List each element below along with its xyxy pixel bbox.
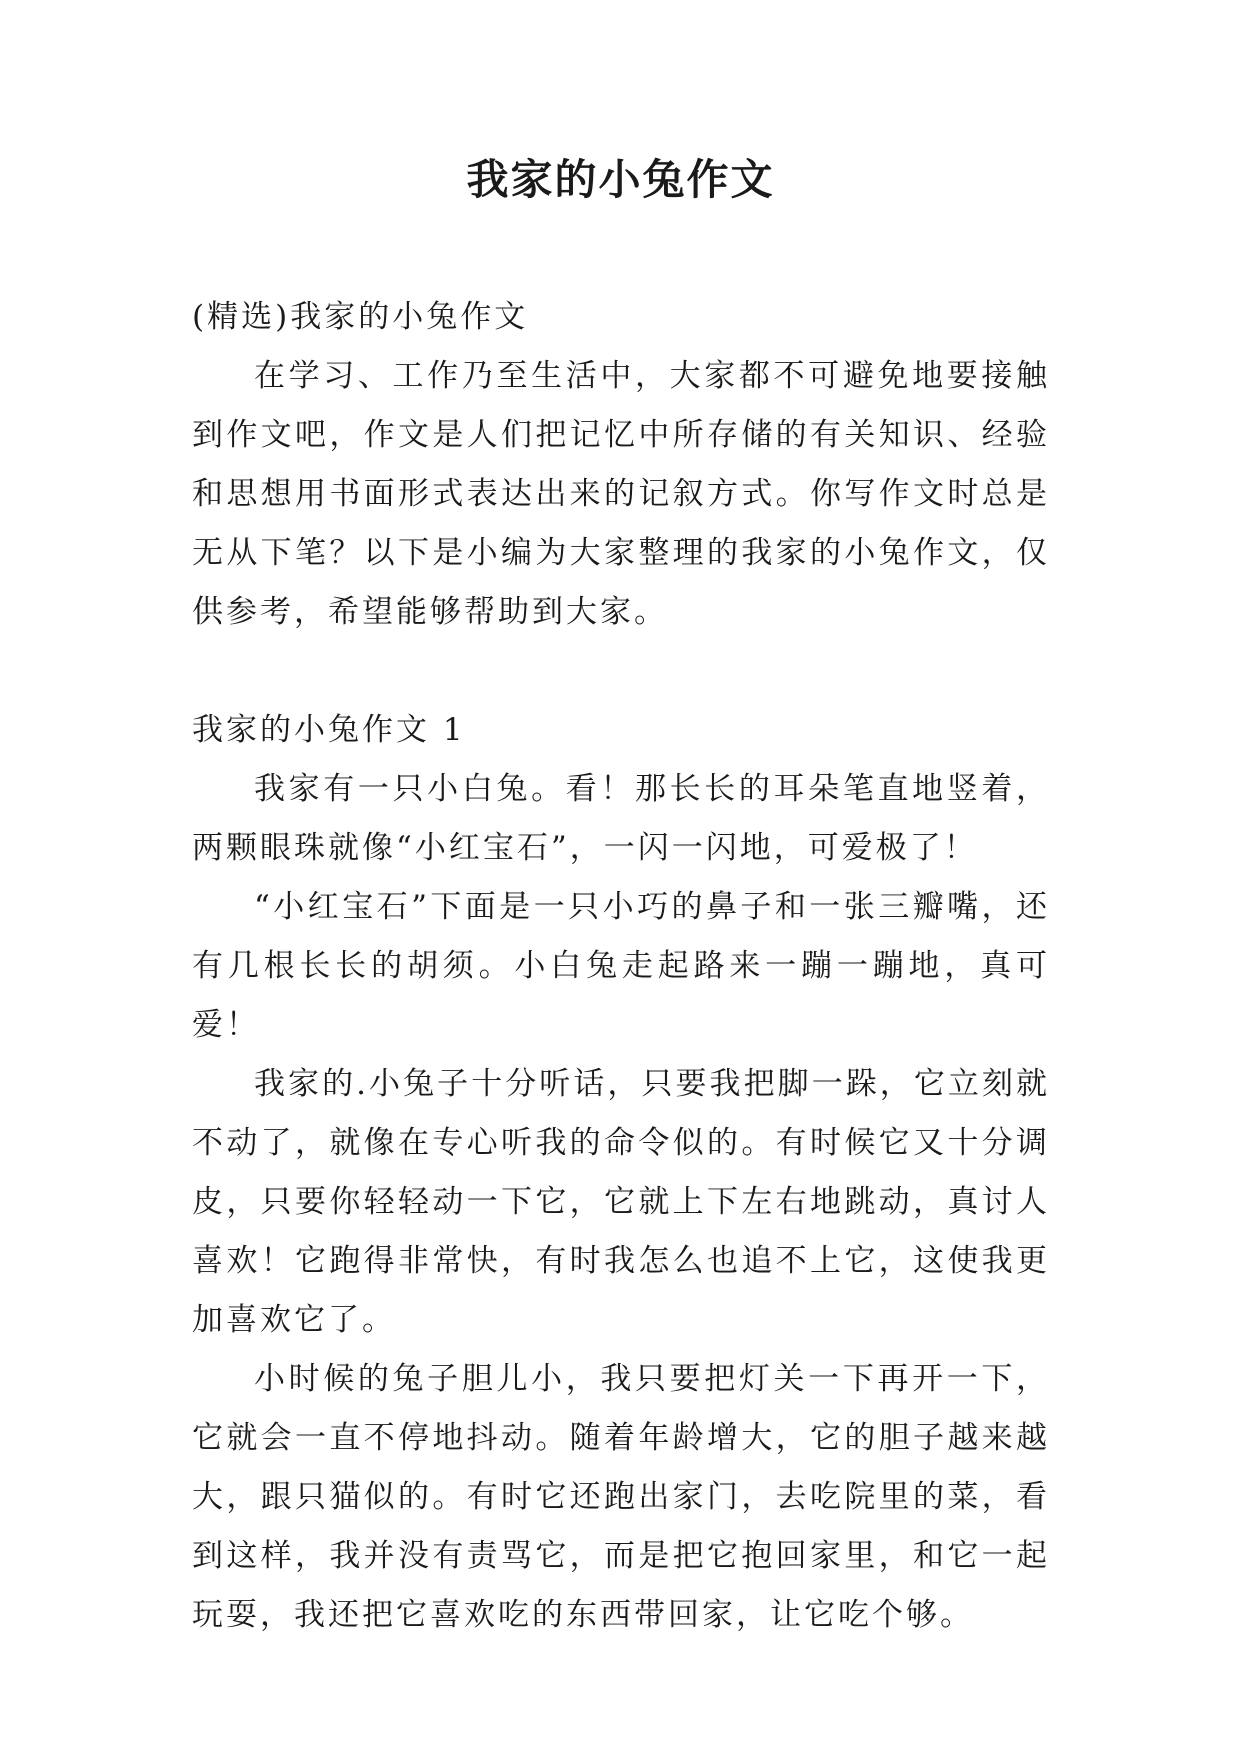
body-paragraph: “小红宝石”下面是一只小巧的鼻子和一张三瓣嘴，还有几根长长的胡须。小白兔走起路来一蹦一蹦地，真可爱！ bbox=[192, 889, 1050, 1043]
document-subtitle: (精选)我家的小兔作文 bbox=[192, 299, 529, 335]
document-title: 我家的小兔作文 bbox=[466, 155, 775, 204]
section-heading: 我家的小兔作文 1 bbox=[192, 712, 466, 748]
body-paragraph: 小时候的兔子胆儿小，我只要把灯关一下再开一下，它就会一直不停地抖动。随着年龄增大，它的胆子越来越大，跟只猫似的。有时它还跑出家门，去吃院里的菜，看到这样，我并没有责骂它，而是把它抱回家里，和它一起玩耍，我还把它喜欢吃的东西带回家，让它吃个够。 bbox=[192, 1361, 1050, 1633]
body-paragraph: 我家有一只小白兔。看！那长长的耳朵笔直地竖着，两颗眼珠就像“小红宝石”，一闪一闪地，可爱极了！ bbox=[192, 771, 1050, 866]
paragraph-spacer bbox=[192, 642, 1050, 701]
intro-paragraph: 在学习、工作乃至生活中，大家都不可避免地要接触到作文吧，作文是人们把记忆中所存储的有关知识、经验和思想用书面形式表达出来的记叙方式。你写作文时总是无从下笔？以下是小编为大家整理的我家的小兔作文，仅供参考，希望能够帮助到大家。 bbox=[192, 358, 1050, 630]
body-paragraph: 我家的.小兔子十分听话，只要我把脚一跺，它立刻就不动了，就像在专心听我的命令似的。有时候它又十分调皮，只要你轻轻动一下它，它就上下左右地跳动，真讨人喜欢！它跑得非常快，有时我怎么也追不上它，这使我更加喜欢它了。 bbox=[192, 1066, 1050, 1338]
document-body bbox=[192, 288, 1050, 1645]
